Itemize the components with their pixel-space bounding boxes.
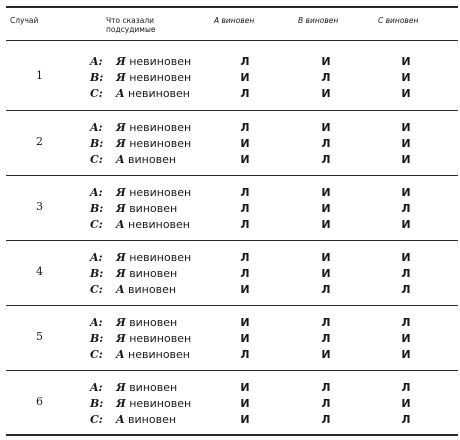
statement xyxy=(116,54,216,69)
truth-value-a: И xyxy=(240,316,250,329)
statement-text: невиновен xyxy=(129,137,192,150)
table-row xyxy=(6,412,458,427)
truth-value-b: Л xyxy=(321,381,331,394)
table-row xyxy=(6,86,458,101)
table-row xyxy=(6,54,458,69)
table-row xyxy=(6,201,458,216)
statement-text: невиновен xyxy=(128,348,191,361)
statement-text: виновен xyxy=(129,381,178,394)
truth-value-b: И xyxy=(321,267,331,280)
bottom-rule xyxy=(6,434,458,436)
truth-value-c: И xyxy=(401,87,411,100)
case-number: 1 xyxy=(36,69,43,82)
statement xyxy=(116,201,216,216)
statement-subject: Я xyxy=(116,55,126,68)
statement-text: невиновен xyxy=(129,121,192,134)
truth-value-a: Л xyxy=(240,202,250,215)
statement-text: виновен xyxy=(128,153,177,166)
truth-value-a: Л xyxy=(240,218,250,231)
statement-text: виновен xyxy=(128,413,177,426)
speaker-label: B: xyxy=(90,71,104,84)
top-rule xyxy=(6,6,458,8)
truth-value-b: И xyxy=(321,251,331,264)
speaker-label: A: xyxy=(90,121,103,134)
truth-value-b: Л xyxy=(321,413,331,426)
truth-value-c: И xyxy=(401,153,411,166)
truth-value-c: И xyxy=(401,186,411,199)
statement-text: виновен xyxy=(128,283,177,296)
statement-subject: Я xyxy=(116,332,126,345)
speaker-label: C: xyxy=(90,87,103,100)
case-group xyxy=(6,54,458,100)
table-row xyxy=(6,347,458,362)
truth-value-a: И xyxy=(240,332,250,345)
truth-value-c: Л xyxy=(401,202,411,215)
case-number: 4 xyxy=(36,265,43,278)
truth-value-b: Л xyxy=(321,71,331,84)
truth-value-b: Л xyxy=(321,137,331,150)
speaker-label: A: xyxy=(90,186,103,199)
truth-value-c: И xyxy=(401,251,411,264)
header-statements xyxy=(106,16,196,34)
group-separator xyxy=(6,370,458,371)
speaker-label: B: xyxy=(90,332,104,345)
statement xyxy=(116,380,216,395)
truth-value-a: Л xyxy=(240,121,250,134)
table-row xyxy=(6,185,458,200)
statement xyxy=(116,331,216,346)
statement xyxy=(116,315,216,330)
table-row xyxy=(6,136,458,151)
statement-text: невиновен xyxy=(128,218,191,231)
table-row xyxy=(6,266,458,281)
header-statements-line2: подсудимые xyxy=(106,25,156,34)
truth-value-a: Л xyxy=(240,251,250,264)
statement-subject: Я xyxy=(116,397,126,410)
truth-value-c: И xyxy=(401,137,411,150)
truth-value-a: И xyxy=(240,71,250,84)
speaker-label: C: xyxy=(90,348,103,361)
header-guilty-a: А виновен xyxy=(214,16,255,25)
statement-subject: Я xyxy=(116,251,126,264)
statement xyxy=(116,86,216,101)
table-row xyxy=(6,396,458,411)
truth-value-c: Л xyxy=(401,381,411,394)
truth-value-a: И xyxy=(240,137,250,150)
truth-value-a: Л xyxy=(240,267,250,280)
case-group xyxy=(6,380,458,426)
truth-value-a: И xyxy=(240,397,250,410)
header-guilty-c: С виновен xyxy=(378,16,419,25)
table-row xyxy=(6,152,458,167)
truth-value-c: И xyxy=(401,332,411,345)
truth-value-a: И xyxy=(240,283,250,296)
table-row xyxy=(6,315,458,330)
statement-text: невиновен xyxy=(129,397,192,410)
statement xyxy=(116,266,216,281)
statement-text: невиновен xyxy=(129,186,192,199)
statement-subject: Я xyxy=(116,381,126,394)
group-separator xyxy=(6,175,458,176)
speaker-label: A: xyxy=(90,381,103,394)
header-rule xyxy=(6,40,458,41)
statement-subject: A xyxy=(116,87,125,100)
table-row xyxy=(6,120,458,135)
speaker-label: A: xyxy=(90,55,103,68)
truth-value-a: Л xyxy=(240,348,250,361)
speaker-label: C: xyxy=(90,283,103,296)
truth-value-b: Л xyxy=(321,332,331,345)
statement-text: виновен xyxy=(129,267,178,280)
truth-value-b: Л xyxy=(321,316,331,329)
statement xyxy=(116,70,216,85)
statement-text: невиновен xyxy=(128,87,191,100)
table-row xyxy=(6,331,458,346)
statement-text: невиновен xyxy=(129,55,192,68)
table-row xyxy=(6,380,458,395)
truth-value-b: И xyxy=(321,186,331,199)
case-group xyxy=(6,250,458,296)
truth-value-c: Л xyxy=(401,413,411,426)
statement-subject: Я xyxy=(116,267,126,280)
statement xyxy=(116,396,216,411)
truth-value-a: Л xyxy=(240,87,250,100)
truth-value-b: И xyxy=(321,348,331,361)
statement-text: виновен xyxy=(129,316,178,329)
statement xyxy=(116,136,216,151)
statement-text: виновен xyxy=(129,202,178,215)
truth-value-c: И xyxy=(401,55,411,68)
table-row xyxy=(6,217,458,232)
statement-subject: A xyxy=(116,348,125,361)
speaker-label: B: xyxy=(90,267,104,280)
speaker-label: C: xyxy=(90,413,103,426)
header-case: Случай xyxy=(10,16,39,25)
truth-value-b: Л xyxy=(321,283,331,296)
statement-subject: A xyxy=(116,153,125,166)
truth-value-c: Л xyxy=(401,316,411,329)
statement-subject: Я xyxy=(116,202,126,215)
statement-text: невиновен xyxy=(129,71,192,84)
case-number: 5 xyxy=(36,330,43,343)
statement xyxy=(116,120,216,135)
table-row xyxy=(6,282,458,297)
truth-value-b: И xyxy=(321,202,331,215)
statement-subject: Я xyxy=(116,316,126,329)
truth-value-c: И xyxy=(401,218,411,231)
truth-value-b: Л xyxy=(321,397,331,410)
group-separator xyxy=(6,110,458,111)
statement xyxy=(116,282,216,297)
case-group xyxy=(6,120,458,166)
statement-text: невиновен xyxy=(129,332,192,345)
truth-value-a: И xyxy=(240,413,250,426)
header-statements-line1: Что сказали xyxy=(106,16,154,25)
table-row xyxy=(6,250,458,265)
truth-value-c: И xyxy=(401,121,411,134)
statement-subject: Я xyxy=(116,121,126,134)
truth-value-a: Л xyxy=(240,55,250,68)
truth-value-b: И xyxy=(321,55,331,68)
statement xyxy=(116,217,216,232)
truth-value-a: Л xyxy=(240,186,250,199)
case-group xyxy=(6,315,458,361)
statement xyxy=(116,250,216,265)
truth-value-b: И xyxy=(321,121,331,134)
case-group xyxy=(6,185,458,231)
speaker-label: C: xyxy=(90,218,103,231)
statement-subject: A xyxy=(116,413,125,426)
speaker-label: A: xyxy=(90,251,103,264)
truth-value-b: И xyxy=(321,87,331,100)
truth-value-a: И xyxy=(240,153,250,166)
statement-subject: A xyxy=(116,218,125,231)
statement xyxy=(116,412,216,427)
statement-subject: A xyxy=(116,283,125,296)
case-number: 6 xyxy=(36,395,43,408)
statement-text: невиновен xyxy=(129,251,192,264)
truth-value-c: И xyxy=(401,71,411,84)
statement xyxy=(116,347,216,362)
truth-value-c: Л xyxy=(401,283,411,296)
truth-value-a: И xyxy=(240,381,250,394)
case-number: 2 xyxy=(36,135,43,148)
speaker-label: A: xyxy=(90,316,103,329)
header-guilty-b: В виновен xyxy=(298,16,339,25)
truth-value-c: И xyxy=(401,348,411,361)
truth-value-c: Л xyxy=(401,267,411,280)
group-separator xyxy=(6,240,458,241)
group-separator xyxy=(6,305,458,306)
statement-subject: Я xyxy=(116,137,126,150)
statement-subject: Я xyxy=(116,71,126,84)
statement-subject: Я xyxy=(116,186,126,199)
table-row xyxy=(6,70,458,85)
statement xyxy=(116,185,216,200)
speaker-label: B: xyxy=(90,202,104,215)
statement xyxy=(116,152,216,167)
speaker-label: B: xyxy=(90,397,104,410)
speaker-label: B: xyxy=(90,137,104,150)
truth-value-b: И xyxy=(321,218,331,231)
truth-value-b: Л xyxy=(321,153,331,166)
truth-value-c: И xyxy=(401,397,411,410)
case-number: 3 xyxy=(36,200,43,213)
speaker-label: C: xyxy=(90,153,103,166)
